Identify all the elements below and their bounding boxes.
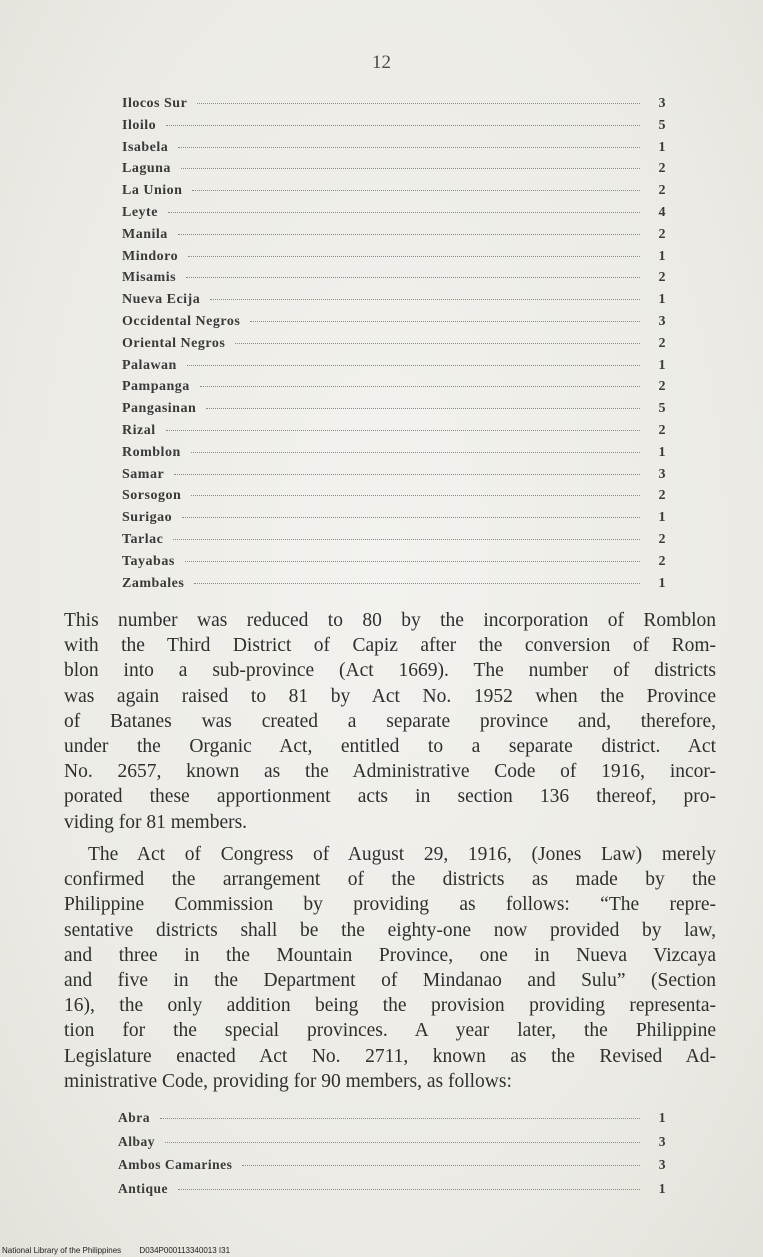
- list-item: [122, 227, 666, 249]
- province-name: Samar: [122, 466, 165, 482]
- province-name: Oriental Negros: [122, 335, 226, 351]
- list-item: [122, 336, 666, 358]
- list-item: [122, 576, 666, 598]
- district-count: 2: [658, 226, 666, 242]
- text-line: Philippine Commission by providing as follows: “The repre-: [64, 894, 716, 916]
- dot-leader: [166, 430, 640, 431]
- text-line: This number was reduced to 80 by the incorporation of Romblon: [64, 610, 716, 631]
- district-count: 2: [658, 422, 666, 438]
- dot-leader: [188, 256, 640, 257]
- province-name: Isabela: [122, 139, 169, 155]
- dot-leader: [173, 539, 640, 540]
- district-count: 2: [658, 379, 666, 395]
- dot-leader: [206, 408, 640, 409]
- text-line: porated these apportionment acts in section 136 thereof, pro-: [64, 786, 716, 808]
- dot-leader: [242, 1165, 640, 1166]
- district-count: 2: [658, 335, 666, 351]
- text-line: and three in the Mountain Province, one in Nueva Vizcaya: [64, 944, 716, 966]
- text-line: blon into a sub-province (Act 1669). The number of districts: [64, 660, 716, 682]
- district-count: 3: [658, 96, 666, 111]
- dot-leader: [165, 1142, 640, 1143]
- text-line: sentative districts shall be the eighty-one now provided by law,: [64, 919, 716, 941]
- list-item: [122, 401, 666, 423]
- province-name: Surigao: [122, 510, 173, 526]
- province-name: Iloilo: [122, 117, 157, 133]
- district-count: 2: [658, 161, 666, 177]
- district-count: 1: [658, 292, 666, 308]
- list-item: [122, 183, 666, 205]
- dot-leader: [168, 212, 640, 213]
- list-item: [122, 118, 666, 140]
- dot-leader: [235, 343, 640, 344]
- text-line: of Batanes was created a separate province and, therefore,: [64, 710, 716, 732]
- list-item: [122, 140, 666, 162]
- dot-leader: [166, 125, 640, 126]
- list-item: [118, 1181, 666, 1205]
- district-count: 3: [658, 1157, 666, 1172]
- dot-leader: [160, 1118, 640, 1119]
- district-count: 1: [658, 510, 666, 526]
- district-count: 3: [658, 466, 666, 482]
- province-name: Tarlac: [122, 531, 164, 547]
- text-line: with the Third District of Capiz after the conversion of Rom-: [64, 635, 716, 657]
- text-line: viding for 81 members.: [64, 811, 248, 833]
- province-name: Misamis: [122, 270, 177, 286]
- district-list-bottom: [118, 1110, 666, 1204]
- province-name: Ilocos Sur: [122, 96, 188, 111]
- list-item: [122, 423, 666, 445]
- district-count: 5: [658, 117, 666, 133]
- list-item: [118, 1134, 666, 1158]
- list-item: [118, 1157, 666, 1181]
- dot-leader: [178, 147, 640, 148]
- list-item: [122, 292, 666, 314]
- district-count: 5: [658, 401, 666, 417]
- list-item: [122, 96, 666, 118]
- province-name: Zambales: [122, 575, 185, 591]
- list-item: [118, 1110, 666, 1134]
- list-item: [122, 467, 666, 489]
- list-item: [122, 510, 666, 532]
- province-name: Romblon: [122, 444, 181, 460]
- dot-leader: [187, 365, 640, 366]
- district-count: 4: [658, 204, 666, 220]
- district-count: 1: [658, 1110, 666, 1125]
- district-count: 2: [658, 531, 666, 547]
- district-count: 1: [658, 139, 666, 155]
- district-count: 2: [658, 488, 666, 504]
- list-item: [122, 532, 666, 554]
- list-item: [122, 445, 666, 467]
- dot-leader: [192, 190, 640, 191]
- list-item: [122, 205, 666, 227]
- text-line: was again raised to 81 by Act No. 1952 when the Province: [64, 685, 716, 707]
- dot-leader: [182, 517, 640, 518]
- text-line: 16), the only addition being the provision providing representa-: [64, 995, 716, 1017]
- dot-leader: [181, 168, 640, 169]
- province-name: Sorsogon: [122, 488, 182, 504]
- text-line: confirmed the arrangement of the districts as made by the: [64, 869, 716, 891]
- district-count: 1: [658, 575, 666, 591]
- list-item: [122, 314, 666, 336]
- province-name: Pampanga: [122, 379, 190, 395]
- dot-leader: [250, 321, 640, 322]
- page-number: 12: [372, 52, 391, 73]
- district-count: 1: [658, 1180, 666, 1196]
- list-item: [122, 379, 666, 401]
- province-name: Laguna: [122, 161, 171, 177]
- list-item: [122, 249, 666, 271]
- province-name: Nueva Ecija: [122, 292, 201, 308]
- text-line: tion for the special provinces. A year later, the Philippine: [64, 1020, 716, 1042]
- district-count: 2: [658, 553, 666, 569]
- province-name: Leyte: [122, 204, 158, 220]
- footer-library: National Library of the Philippines: [2, 1246, 122, 1255]
- text-line: Legislature enacted Act No. 2711, known as the Revised Ad-: [64, 1045, 716, 1067]
- province-name: Ambos Camarines: [118, 1157, 233, 1172]
- list-item: [122, 554, 666, 576]
- district-count: 1: [658, 248, 666, 264]
- text-line: and five in the Department of Mindanao and Sulu” (Section: [64, 970, 716, 992]
- province-name: Abra: [118, 1110, 150, 1125]
- text-line: The Act of Congress of August 29, 1916, (Jones Law) merely: [88, 844, 716, 865]
- district-count: 1: [658, 444, 666, 460]
- province-name: Pangasinan: [122, 401, 197, 417]
- province-name: Antique: [118, 1180, 169, 1196]
- dot-leader: [178, 1189, 640, 1190]
- list-item: [122, 358, 666, 380]
- dot-leader: [186, 277, 640, 278]
- dot-leader: [185, 561, 640, 562]
- dot-leader: [178, 234, 640, 235]
- dot-leader: [200, 386, 640, 387]
- district-count: 1: [658, 357, 666, 373]
- footer-code: D034P000113340013 I31: [139, 1246, 231, 1255]
- dot-leader: [194, 583, 640, 584]
- page-footer: [2, 1246, 246, 1255]
- dot-leader: [197, 103, 640, 104]
- dot-leader: [174, 474, 640, 475]
- list-item: [122, 270, 666, 292]
- district-count: 2: [658, 183, 666, 199]
- province-name: Mindoro: [122, 248, 179, 264]
- dot-leader: [191, 452, 640, 453]
- list-item: [122, 488, 666, 510]
- text-line: No. 2657, known as the Administrative Code of 1916, incor-: [64, 761, 716, 783]
- dot-leader: [191, 495, 640, 496]
- district-list-top: [122, 96, 666, 597]
- province-name: Rizal: [122, 422, 156, 438]
- list-item: [122, 161, 666, 183]
- district-count: 2: [658, 270, 666, 286]
- district-count: 3: [658, 1133, 666, 1149]
- province-name: Occidental Negros: [122, 313, 241, 329]
- paragraph-1: [64, 608, 716, 835]
- province-name: Manila: [122, 226, 168, 242]
- district-count: 3: [658, 313, 666, 329]
- dot-leader: [210, 299, 640, 300]
- text-line: ministrative Code, providing for 90 members, as follows:: [64, 1070, 512, 1092]
- paragraph-2: [64, 842, 716, 1094]
- province-name: Tayabas: [122, 553, 175, 569]
- province-name: La Union: [122, 183, 183, 199]
- province-name: Albay: [118, 1133, 156, 1149]
- text-line: under the Organic Act, entitled to a separate district. Act: [64, 736, 716, 758]
- province-name: Palawan: [122, 357, 177, 373]
